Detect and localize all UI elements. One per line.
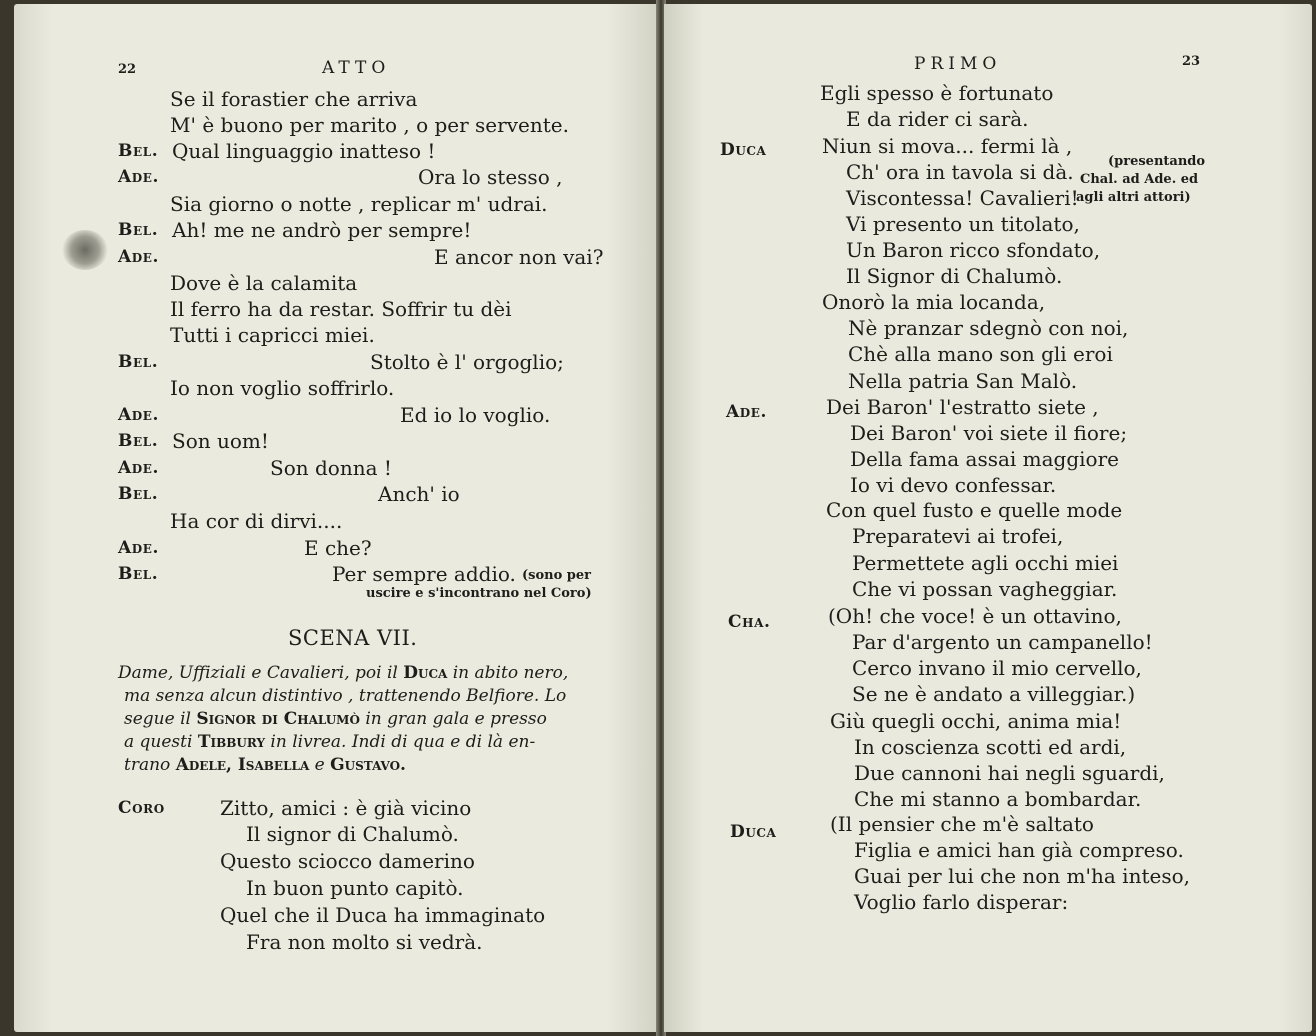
verse-line: E da rider ci sarà.: [846, 107, 1029, 131]
verse-line: Guai per lui che non m'ha inteso,: [854, 864, 1190, 888]
speaker-label: Ade.: [118, 247, 160, 267]
verse-line: Che mi stanno a bombardar.: [854, 787, 1142, 811]
verse-line: Ora lo stesso ,: [418, 165, 563, 189]
verse-line: Anch' io: [378, 482, 460, 506]
speaker-label: Ade.: [726, 402, 768, 422]
stage-direction: Chal. ad Ade. ed: [1080, 172, 1199, 187]
stage-direction: uscire e s'incontrano nel Coro): [366, 586, 592, 601]
speaker-label: Ade.: [118, 167, 160, 187]
verse-line: Due cannoni hai negli sguardi,: [854, 761, 1165, 785]
verse-line: Per sempre addio.: [332, 562, 516, 586]
verse-line: Qual linguaggio inatteso !: [172, 139, 436, 163]
verse-line: Figlia e amici han già compreso.: [854, 838, 1184, 862]
verse-line: Io non voglio soffrirlo.: [170, 376, 395, 400]
speaker-label: Coro: [118, 798, 165, 818]
right-page: [664, 4, 1312, 1032]
verse-line: (Il pensier che m'è saltato: [830, 812, 1094, 836]
verse-line: Giù quegli occhi, anima mia!: [830, 709, 1122, 733]
verse-line: Della fama assai maggiore: [850, 447, 1119, 471]
verse-line: Cerco invano il mio cervello,: [852, 656, 1142, 680]
speaker-label: Duca: [720, 140, 767, 160]
running-head: PRIMO: [914, 54, 1002, 74]
verse-line: E che?: [304, 536, 372, 560]
verse-line: Vi presento un titolato,: [846, 212, 1080, 236]
verse-line: Dove è la calamita: [170, 271, 358, 295]
stage-direction: (presentando: [1108, 154, 1206, 169]
verse-line: Viscontessa! Cavalieri!: [846, 186, 1079, 210]
scene-description-line: trano Adele, Isabella e Gustavo.: [124, 755, 406, 775]
verse-line: In coscienza scotti ed ardi,: [854, 735, 1127, 759]
scene-title: SCENA VII.: [288, 626, 418, 650]
scene-description-line: a questi Tibbury in livrea. Indi di qua e di là en-: [124, 732, 536, 752]
verse-line: Onorò la mia locanda,: [822, 290, 1046, 314]
verse-line: Chè alla mano son gli eroi: [848, 342, 1113, 366]
verse-line: Con quel fusto e quelle mode: [826, 498, 1123, 522]
verse-line: In buon punto capitò.: [246, 876, 464, 900]
left-page: [14, 4, 658, 1032]
verse-line: Ed io lo voglio.: [400, 403, 551, 427]
verse-line: Zitto, amici : è già vicino: [220, 796, 472, 820]
speaker-label: Bel.: [118, 564, 159, 584]
speaker-label: Bel.: [118, 141, 159, 161]
verse-line: Questo sciocco damerino: [220, 849, 475, 873]
speaker-label: Bel.: [118, 352, 159, 372]
page-number: 23: [1182, 54, 1201, 69]
scene-description-line: Dame, Uffiziali e Cavalieri, poi il Duca in abito nero,: [118, 663, 569, 683]
verse-line: Io vi devo confessar.: [850, 473, 1057, 497]
stage-direction: agli altri attori): [1076, 190, 1191, 205]
scene-description-line: segue il Signor di Chalumò in gran gala e presso: [124, 709, 547, 729]
stage-direction: (sono per: [522, 568, 591, 583]
verse-line: Stolto è l' orgoglio;: [370, 350, 564, 374]
verse-line: Par d'argento un campanello!: [852, 630, 1153, 654]
scene-description-line: ma senza alcun distintivo , trattenendo Belfiore. Lo: [124, 686, 567, 706]
verse-line: Un Baron ricco sfondato,: [846, 238, 1101, 262]
verse-line: E ancor non vai?: [434, 245, 604, 269]
speaker-label: Ade.: [118, 405, 160, 425]
verse-line: Egli spesso è fortunato: [820, 81, 1054, 105]
verse-line: Nè pranzar sdegnò con noi,: [848, 316, 1129, 340]
verse-line: Ha cor di dirvi....: [170, 509, 343, 533]
verse-line: Son uom!: [172, 429, 269, 453]
verse-line: Nella patria San Malò.: [848, 369, 1078, 393]
verse-line: Se ne è andato a villeggiar.): [852, 682, 1136, 706]
verse-line: Son donna !: [270, 456, 392, 480]
verse-line: Quel che il Duca ha immaginato: [220, 903, 546, 927]
verse-line: Dei Baron' voi siete il fiore;: [850, 421, 1128, 445]
speaker-label: Bel.: [118, 220, 159, 240]
speaker-label: Bel.: [118, 431, 159, 451]
verse-line: Ch' ora in tavola si dà.: [846, 160, 1074, 184]
verse-line: Dei Baron' l'estratto siete ,: [826, 395, 1099, 419]
verse-line: Che vi possan vagheggiar.: [852, 577, 1118, 601]
speaker-label: Bel.: [118, 484, 159, 504]
verse-line: Il Signor di Chalumò.: [846, 264, 1063, 288]
page-number: 22: [118, 62, 137, 77]
verse-line: Niun si mova... fermi là ,: [822, 134, 1073, 158]
speaker-label: Cha.: [728, 612, 771, 632]
verse-line: Il ferro ha da restar. Soffrir tu dèi: [170, 297, 512, 321]
ink-blot: [62, 230, 108, 270]
verse-line: Preparatevi ai trofei,: [852, 524, 1064, 548]
verse-line: M' è buono per marito , o per servente.: [170, 113, 569, 137]
verse-line: Il signor di Chalumò.: [246, 822, 459, 846]
verse-line: Permettete agli occhi miei: [852, 551, 1119, 575]
verse-line: Tutti i capricci miei.: [170, 323, 375, 347]
speaker-label: Ade.: [118, 538, 160, 558]
verse-line: Fra non molto si vedrà.: [246, 930, 483, 954]
speaker-label: Ade.: [118, 458, 160, 478]
verse-line: Voglio farlo disperar:: [854, 890, 1069, 914]
speaker-label: Duca: [730, 822, 777, 842]
verse-line: Ah! me ne andrò per sempre!: [172, 218, 472, 242]
verse-line: Sia giorno o notte , replicar m' udrai.: [170, 192, 548, 216]
verse-line: Se il forastier che arriva: [170, 87, 418, 111]
running-head: ATTO: [322, 58, 391, 78]
verse-line: (Oh! che voce! è un ottavino,: [828, 604, 1122, 628]
